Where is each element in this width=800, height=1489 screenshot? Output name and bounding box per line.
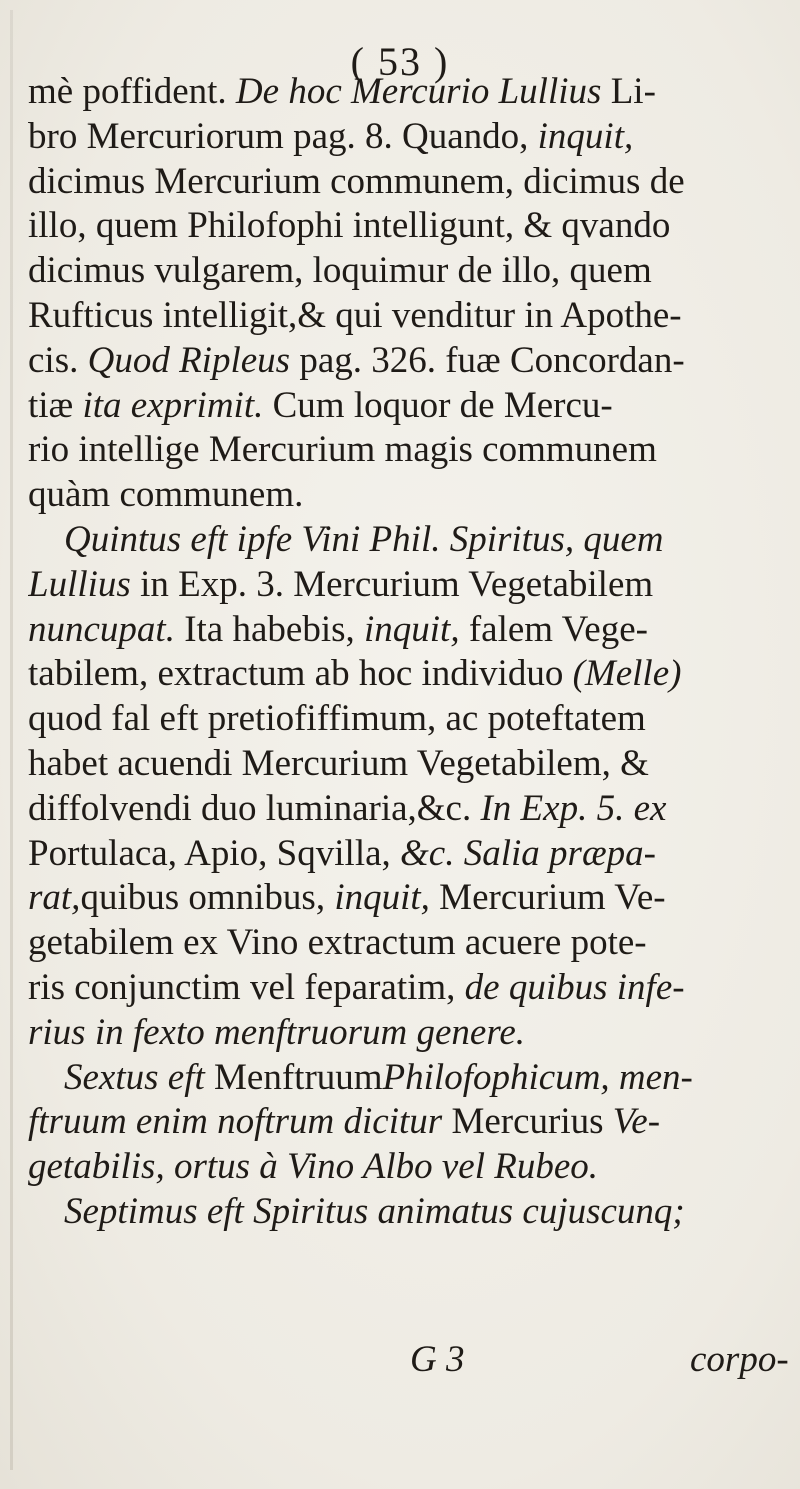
text-segment: Septimus eft Spiritus animatus cujuscunq; [64, 1190, 685, 1232]
text-segment: rio intellige Mercurium magis communem [28, 429, 657, 471]
text-segment: ita exprimit. [82, 384, 264, 426]
text-segment: diffolvendi duo luminaria,&c. [28, 787, 481, 829]
text-segment: Mercurius [451, 1101, 604, 1143]
text-line [28, 249, 788, 294]
page-number: ( 53 ) [350, 39, 450, 84]
text-segment: tiæ [28, 384, 83, 426]
text-segment: Menftruum [214, 1056, 383, 1098]
text-segment: Li- [601, 71, 656, 112]
text-line [28, 563, 788, 608]
text-segment: cis. [28, 339, 88, 381]
text-segment: Ita habebis, [174, 608, 364, 650]
text-segment: Quod Ripleus [87, 339, 291, 381]
text-line [28, 294, 788, 339]
text-line [28, 966, 788, 1011]
text-line [28, 787, 788, 832]
text-segment: quod fal eft pretiofiffimum, ac poteftatem [28, 698, 646, 740]
text-segment: mè poffident. [28, 71, 236, 112]
text-segment: Philofophicum, men- [382, 1056, 693, 1098]
text-line [28, 160, 788, 205]
text-line [28, 921, 788, 966]
text-line [28, 1056, 788, 1101]
text-segment: &c. Salia præpa- [400, 832, 656, 874]
text-segment: (Melle) [572, 653, 682, 695]
text-line [28, 204, 788, 249]
text-segment: pag. 326. fuæ Concordan- [290, 339, 685, 381]
text-line [28, 697, 788, 742]
text-line [28, 518, 788, 563]
catchword: corpo- [690, 1339, 789, 1380]
text-line [28, 876, 788, 921]
text-segment: Lullius [28, 563, 131, 605]
text-segment: inquit, [537, 115, 634, 157]
text-line [28, 115, 788, 160]
text-segment: falem Vege- [459, 608, 648, 650]
text-line [28, 1011, 788, 1056]
text-segment: De hoc Mercurio Lullius [235, 71, 602, 112]
text-segment: Ve- [603, 1101, 661, 1143]
footer [0, 1338, 800, 1383]
text-segment: quibus omnibus, [80, 877, 335, 919]
text-segment: In Exp. 5. ex [480, 787, 667, 829]
text-line [28, 652, 788, 697]
text-segment: rius in fexto menftruorum genere. [28, 1011, 526, 1053]
text-line [28, 339, 788, 384]
text-segment: Portulaca, Apio, Sqvilla, [28, 832, 401, 874]
text-line [28, 1100, 788, 1145]
text-segment: inquit, [334, 877, 430, 919]
text-segment: getabilem ex Vino extractum acuere pote- [28, 922, 647, 964]
text-line [28, 473, 788, 518]
text-line [28, 1145, 788, 1190]
text-segment: rat, [28, 877, 81, 919]
text-line [28, 70, 788, 115]
signature-mark: G 3 [410, 1339, 465, 1380]
text-segment: Rufticus intelligit,& qui venditur in Apothe- [28, 294, 682, 336]
text-segment: ris conjunctim vel feparatim, [28, 966, 465, 1008]
text-segment: de quibus infe- [464, 966, 685, 1008]
text-line [28, 832, 788, 877]
text-segment: dicimus vulgarem, loquimur de illo, quem [28, 250, 652, 292]
text-segment: Quintus eft ipfe Vini Phil. Spiritus, quem [64, 518, 664, 560]
text-segment: Sextus eft [64, 1056, 215, 1098]
text-line [28, 428, 788, 473]
text-segment: in Exp. 3. Mercurium Vegetabilem [130, 563, 654, 605]
text-segment: bro Mercuriorum pag. 8. Quando, [28, 115, 538, 157]
text-segment: Mercurium Ve- [429, 877, 666, 919]
text-line [28, 1190, 788, 1235]
text-line [28, 384, 788, 429]
text-segment: ftruum enim noftrum dicitur [28, 1101, 452, 1143]
text-segment: getabilis, ortus à Vino Albo vel Rubeo. [28, 1146, 599, 1188]
text-segment: Cum loquor de Mercu- [263, 384, 613, 426]
text-line [28, 608, 788, 653]
text-segment: inquit, [364, 608, 460, 650]
text-segment: quàm communem. [28, 474, 304, 516]
page-gutter-shadow [10, 10, 13, 1470]
text-segment: illo, quem Philofophi intelligunt, & qvando [28, 205, 671, 247]
text-segment: nuncupat. [28, 608, 175, 650]
text-segment: tabilem, extractum ab hoc individuo [28, 653, 573, 695]
text-segment: habet acuendi Mercurium Vegetabilem, & [28, 742, 649, 784]
text-body [28, 70, 788, 1235]
text-line [28, 742, 788, 787]
text-segment: dicimus Mercurium communem, dicimus de [28, 160, 685, 202]
